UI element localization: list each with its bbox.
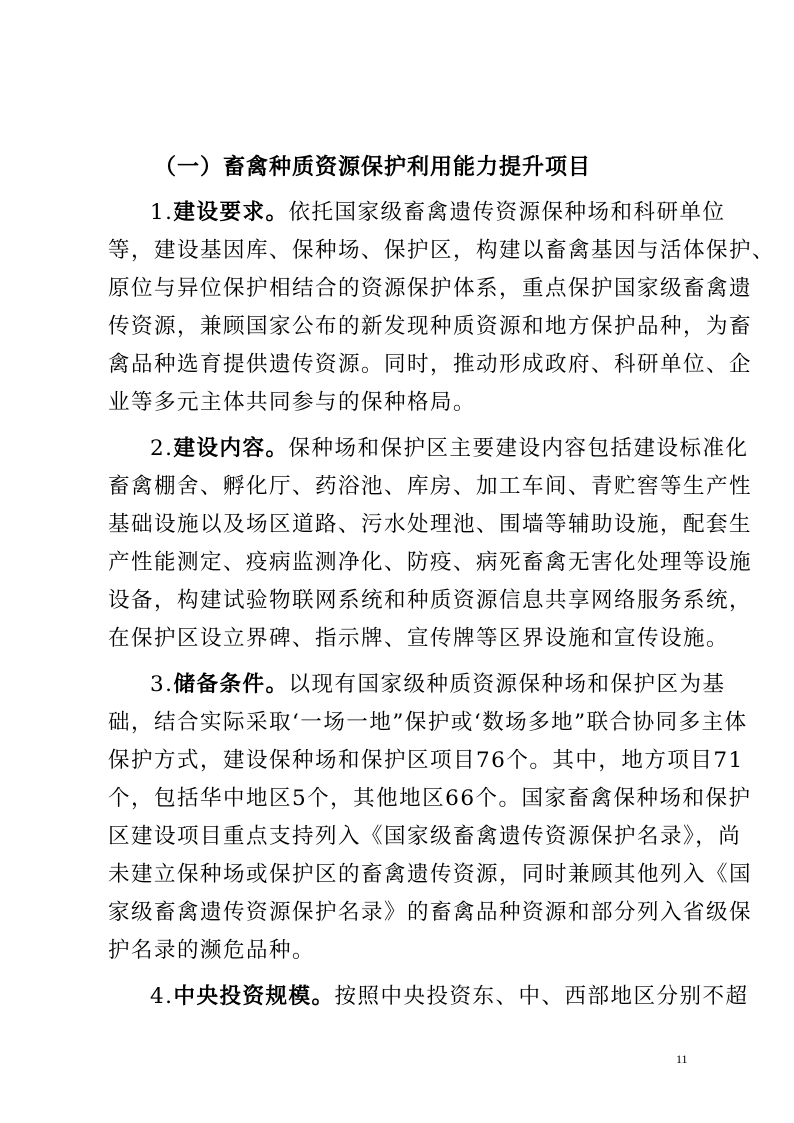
section-3-first-line (150, 674, 726, 696)
section-1-title: 建设要求。 (173, 200, 289, 225)
page-number: 11 (676, 1052, 688, 1066)
section-2-line-1: 畜禽棚舍、孵化厅、药浴池、库房、加工车间、青贮窖等生产性 (108, 474, 753, 499)
section-heading: （一）畜禽种质资源保护利用能力提升项目 (154, 155, 592, 180)
section-2-line-4: 设备，构建试验物联网系统和种质资源信息共享网络服务系统， (108, 588, 753, 613)
section-3-title: 储备条件。 (173, 672, 289, 697)
section-3-line-7: 护名录的濒危品种。 (108, 938, 316, 963)
section-3-line-5: 未建立保种场或保护区的畜禽遗传资源，同时兼顾其他列入《国 (108, 862, 753, 887)
section-3-number: 3. (150, 672, 174, 697)
section-4-title: 中央投资规模。 (173, 984, 335, 1009)
section-2-line-2: 基础设施以及场区道路、污水处理池、围墙等辅助设施，配套生 (108, 512, 753, 537)
section-1-line-2: 原位与异位保护相结合的资源保护体系，重点保护国家级畜禽遗 (108, 276, 753, 301)
section-1-line-5: 业等多元主体共同参与的保种格局。 (108, 390, 477, 415)
section-3-line-6: 家级畜禽遗传资源保护名录》的畜禽品种资源和部分列入省级保 (108, 900, 753, 925)
section-2-title: 建设内容。 (173, 436, 289, 461)
section-4-first-line (150, 986, 749, 1008)
section-4-number: 4. (150, 984, 174, 1009)
section-4-line-0: 按照中央投资东、中、西部地区分别不超 (334, 984, 749, 1009)
section-1-first-line (150, 202, 726, 224)
section-3-line-1: 础，结合实际采取‘一场一地”保护或‘数场多地”联合协同多主体 (108, 710, 748, 735)
section-2-line-0: 保种场和保护区主要建设内容包括建设标准化 (288, 436, 749, 461)
section-1-line-1: 等，建设基因库、保种场、保护区，构建以畜禽基因与活体保护、 (108, 238, 776, 263)
section-3-line-0: 以现有国家级种质资源保种场和保护区为基 (288, 672, 726, 697)
section-1-line-4: 禽品种选育提供遗传资源。同时，推动形成政府、科研单位、企 (108, 352, 753, 377)
section-1-number: 1. (150, 200, 174, 225)
section-1-line-3: 传资源，兼顾国家公布的新发现种质资源和地方保护品种，为畜 (108, 314, 753, 339)
section-1-line-0: 依托国家级畜禽遗传资源保种场和科研单位 (288, 200, 726, 225)
section-2-number: 2. (150, 436, 174, 461)
section-3-line-3: 个，包括华中地区5个，其他地区66个。国家畜禽保种场和保护 (108, 786, 752, 811)
section-2-first-line (150, 438, 749, 460)
section-3-line-2: 保护方式，建设保种场和保护区项目76个。其中，地方项目71 (108, 748, 744, 773)
section-2-line-5: 在保护区设立界碑、指示牌、宣传牌等区界设施和宣传设施。 (108, 626, 730, 651)
section-3-line-4: 区建设项目重点支持列入《国家级畜禽遗传资源保护名录》，尚 (108, 824, 742, 849)
section-2-line-3: 产性能测定、疫病监测净化、防疫、病死畜禽无害化处理等设施 (108, 550, 753, 575)
